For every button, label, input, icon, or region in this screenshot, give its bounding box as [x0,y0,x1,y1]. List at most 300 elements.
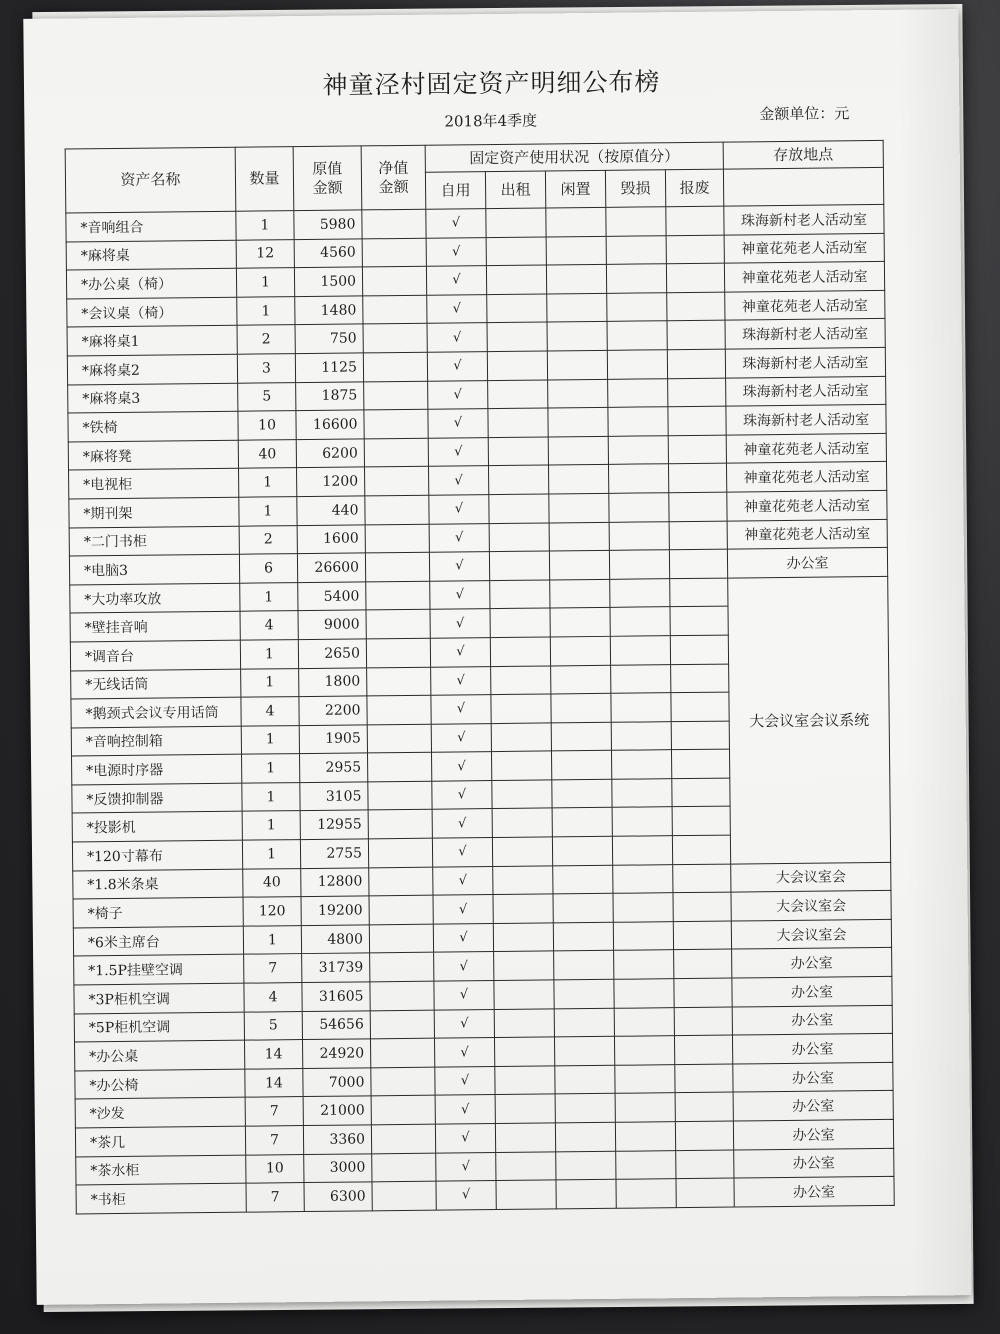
location-cell: 办公室 [734,1177,894,1207]
status-damaged-cell [612,836,672,865]
status-self-check: √ [427,352,487,381]
status-self-check: √ [429,523,489,552]
net-value-cell [370,953,434,982]
quantity-cell: 14 [245,1040,303,1069]
status-rent-cell [491,694,551,723]
status-idle-cell [546,207,606,236]
net-value-cell [368,838,432,867]
quantity-cell: 14 [245,1068,303,1097]
quantity-cell: 4 [241,697,299,726]
net-value-cell [370,1010,434,1039]
status-rent-cell [492,808,552,837]
asset-name-cell: *1.5P挂壁空调 [74,955,244,985]
quantity-cell: 1 [236,211,294,240]
net-value-cell [367,752,431,781]
quantity-cell: 40 [243,868,301,897]
status-damaged-cell [610,636,670,665]
quantity-cell: 12 [236,239,294,268]
status-self-check: √ [426,209,486,238]
header-location-blank [723,167,883,206]
status-scrapped-cell [670,606,728,635]
asset-name-cell: *电视柜 [69,469,239,499]
status-rent-cell [488,380,548,409]
status-damaged-cell [615,1122,675,1151]
asset-table-body [66,204,894,1213]
asset-name-cell: *办公桌 [75,1040,245,1070]
status-scrapped-cell [671,692,729,721]
asset-name-cell: *调音台 [70,640,240,670]
status-scrapped-cell [666,206,724,235]
asset-name-cell: *麻将桌 [66,240,236,270]
status-idle-cell [548,407,608,436]
status-damaged-cell [616,1150,676,1179]
status-idle-cell [550,579,610,608]
original-value-cell: 31605 [302,982,370,1011]
status-rent-cell [490,637,550,666]
quantity-cell: 5 [238,382,296,411]
original-value-cell: 2755 [300,839,368,868]
net-value-cell [370,1038,434,1067]
status-self-check: √ [431,695,491,724]
header-location: 存放地点 [723,140,883,169]
location-cell: 神童花苑老人活动室 [725,290,885,320]
status-self-check: √ [430,580,490,609]
net-value-cell [371,1067,435,1096]
location-cell: 办公室 [734,1148,894,1178]
net-value-cell [363,295,427,324]
status-idle-cell [551,751,611,780]
status-self-check: √ [429,495,489,524]
asset-name-cell: *5P柜机空调 [74,1012,244,1042]
status-scrapped-cell [669,549,727,578]
header-status-self: 自用 [425,172,485,210]
status-scrapped-cell [675,1092,733,1121]
status-rent-cell [489,522,549,551]
status-rent-cell [488,437,548,466]
location-cell: 办公室 [733,1091,893,1121]
status-rent-cell [493,923,553,952]
status-idle-cell [547,350,607,379]
original-value-cell: 12955 [300,810,368,839]
net-value-cell [371,1096,435,1125]
status-rent-cell [494,1009,554,1038]
net-value-cell [366,638,430,667]
original-value-cell: 26600 [297,553,365,582]
status-scrapped-cell [674,1007,732,1036]
asset-name-cell: *麻将桌1 [67,326,237,356]
quantity-cell: 1 [242,811,300,840]
status-damaged-cell [606,264,666,293]
status-scrapped-cell [668,463,726,492]
quantity-cell: 1 [243,925,301,954]
status-damaged-cell [613,864,673,893]
status-self-check: √ [436,1152,496,1181]
location-cell: 神童花苑老人活动室 [724,262,884,292]
location-cell: 大会议室会 [731,919,891,949]
status-self-check: √ [431,666,491,695]
status-idle-cell [550,608,610,637]
status-scrapped-cell [666,235,724,264]
location-cell: 神童花苑老人活动室 [726,462,886,492]
asset-name-cell: *1.8米条桌 [73,869,243,899]
net-value-cell [365,552,429,581]
status-self-check: √ [427,323,487,352]
status-damaged-cell [610,607,670,636]
status-scrapped-cell [669,521,727,550]
status-rent-cell [491,665,551,694]
status-scrapped-cell [672,835,730,864]
net-value-cell [364,409,428,438]
original-value-cell: 6300 [304,1182,372,1211]
original-value-cell: 2955 [300,753,368,782]
quantity-cell: 1 [237,296,295,325]
location-cell: 办公室 [732,1034,892,1064]
location-cell: 神童花苑老人活动室 [727,519,887,549]
location-cell: 珠海新村老人活动室 [726,376,886,406]
quantity-cell: 1 [240,639,298,668]
status-damaged-cell [613,893,673,922]
original-value-cell: 9000 [298,610,366,639]
net-value-cell [366,581,430,610]
header-status-damaged: 毁损 [605,170,665,208]
quantity-cell: 1 [236,268,294,297]
original-value-cell: 440 [297,496,365,525]
header-name: 资产名称 [65,147,236,213]
quantity-cell: 1 [242,840,300,869]
status-scrapped-cell [671,664,729,693]
status-scrapped-cell [667,320,725,349]
location-cell: 办公室 [733,1119,893,1149]
status-self-check: √ [428,409,488,438]
asset-name-cell: *无线话筒 [71,669,241,699]
status-rent-cell [487,322,547,351]
status-idle-cell [555,1122,615,1151]
status-idle-cell [546,265,606,294]
status-damaged-cell [614,950,674,979]
quantity-cell: 1 [241,668,299,697]
header-net-value [361,145,426,210]
status-damaged-cell [616,1179,676,1208]
location-cell: 神童花苑老人活动室 [727,490,887,520]
quantity-cell: 1 [239,497,297,526]
status-idle-cell [552,808,612,837]
status-scrapped-cell [673,864,731,893]
status-rent-cell [492,837,552,866]
asset-table-wrap [65,140,895,1214]
quantity-cell: 1 [241,725,299,754]
location-cell: 办公室 [727,548,887,578]
original-value-cell: 3000 [304,1153,372,1182]
status-scrapped-cell [672,807,730,836]
asset-name-cell: *120寸幕布 [72,840,242,870]
asset-name-cell: *6米主席台 [73,926,243,956]
status-idle-cell [548,465,608,494]
header-status-scrapped: 报废 [665,169,723,207]
net-value-cell [362,238,426,267]
location-cell: 珠海新村老人活动室 [725,347,885,377]
status-damaged-cell [615,1093,675,1122]
quantity-cell: 1 [240,582,298,611]
status-idle-cell [548,436,608,465]
status-idle-cell [549,550,609,579]
net-value-cell [368,810,432,839]
status-idle-cell [554,979,614,1008]
quantity-cell: 2 [239,525,297,554]
status-self-check: √ [434,1009,494,1038]
status-self-check: √ [429,466,489,495]
location-cell: 神童花苑老人活动室 [724,233,884,263]
original-value-cell: 16600 [296,410,364,439]
net-value-cell [367,724,431,753]
quantity-cell: 7 [244,954,302,983]
quantity-cell: 6 [239,554,297,583]
asset-name-cell: *3P柜机空调 [74,983,244,1013]
status-scrapped-cell [673,892,731,921]
status-damaged-cell [608,464,668,493]
status-idle-cell [547,322,607,351]
status-rent-cell [489,494,549,523]
status-idle-cell [551,665,611,694]
header-orig-value [293,146,362,211]
status-scrapped-cell [667,292,725,321]
status-rent-cell [495,1066,555,1095]
location-cell: 神童花苑老人活动室 [726,433,886,463]
status-scrapped-cell [673,921,731,950]
original-value-cell: 7000 [303,1068,371,1097]
quantity-cell: 10 [246,1154,304,1183]
status-rent-cell [486,208,546,237]
status-damaged-cell [609,493,669,522]
original-value-cell: 1875 [296,381,364,410]
status-damaged-cell [609,521,669,550]
asset-name-cell: *音响组合 [66,211,236,241]
original-value-cell: 1500 [294,267,362,296]
status-self-check: √ [435,1066,495,1095]
header-orig-value-line1: 原值 [312,159,343,178]
status-idle-cell [555,1065,615,1094]
status-self-check: √ [434,1038,494,1067]
asset-name-cell: *麻将凳 [68,440,238,470]
net-value-cell [365,495,429,524]
status-rent-cell [490,580,550,609]
status-damaged-cell [606,207,666,236]
net-value-cell [369,924,433,953]
header-status-rent: 出租 [485,171,545,209]
status-damaged-cell [613,922,673,951]
status-rent-cell [493,894,553,923]
asset-name-cell: *二门书柜 [69,526,239,556]
status-rent-cell [492,780,552,809]
original-value-cell: 3105 [300,782,368,811]
net-value-cell [371,1124,435,1153]
original-value-cell: 6200 [296,439,364,468]
status-idle-cell [553,922,613,951]
status-damaged-cell [608,435,668,464]
status-self-check: √ [426,266,486,295]
unit-label: 金额单位：元 [759,104,850,124]
asset-name-cell: *茶几 [75,1126,245,1156]
asset-name-cell: *沙发 [75,1098,245,1128]
asset-name-cell: *鹅颈式会议专用话筒 [71,697,241,727]
status-scrapped-cell [668,406,726,435]
asset-table [65,140,895,1214]
status-damaged-cell [612,779,672,808]
status-idle-cell [547,293,607,322]
net-value-cell [363,324,427,353]
status-self-check: √ [436,1181,496,1210]
status-damaged-cell [615,1064,675,1093]
original-value-cell: 1600 [297,524,365,553]
status-idle-cell [551,693,611,722]
asset-name-cell: *电源时序器 [72,754,242,784]
status-damaged-cell [611,693,671,722]
location-cell: 办公室 [732,948,892,978]
original-value-cell: 2200 [299,696,367,725]
status-damaged-cell [606,235,666,264]
quantity-cell: 10 [238,411,296,440]
status-rent-cell [488,408,548,437]
header-net-value-line1: 净值 [378,158,409,177]
status-rent-cell [487,351,547,380]
net-value-cell [365,467,429,496]
status-idle-cell [555,1094,615,1123]
status-rent-cell [496,1180,556,1209]
quantity-cell: 1 [239,468,297,497]
header-status-idle: 闲置 [545,170,605,208]
status-damaged-cell [614,1007,674,1036]
net-value-cell [363,352,427,381]
status-damaged-cell [609,550,669,579]
status-idle-cell [548,379,608,408]
asset-name-cell: *反馈抑制器 [72,783,242,813]
status-rent-cell [487,294,547,323]
location-cell: 办公室 [732,1005,892,1035]
net-value-cell [364,438,428,467]
original-value-cell: 1480 [295,296,363,325]
status-damaged-cell [611,721,671,750]
original-value-cell: 750 [295,324,363,353]
original-value-cell: 4560 [294,238,362,267]
net-value-cell [369,895,433,924]
status-scrapped-cell [676,1178,734,1207]
status-rent-cell [493,866,553,895]
net-value-cell [367,667,431,696]
status-rent-cell [494,1037,554,1066]
net-value-cell [368,781,432,810]
net-value-cell [372,1181,436,1210]
status-self-check: √ [430,609,490,638]
status-rent-cell [495,1094,555,1123]
status-scrapped-cell [672,778,730,807]
status-damaged-cell [611,750,671,779]
quantity-cell: 40 [238,439,296,468]
asset-name-cell: *麻将桌2 [67,354,237,384]
net-value-cell [362,209,426,238]
status-scrapped-cell [675,1064,733,1093]
asset-name-cell: *办公椅 [75,1069,245,1099]
status-rent-cell [491,723,551,752]
original-value-cell: 5400 [298,582,366,611]
status-damaged-cell [612,807,672,836]
status-idle-cell [554,1037,614,1066]
original-value-cell: 31739 [302,953,370,982]
status-scrapped-cell [666,263,724,292]
status-idle-cell [550,636,610,665]
status-rent-cell [490,608,550,637]
asset-name-cell: *期刊架 [69,497,239,527]
asset-name-cell: *椅子 [73,897,243,927]
period-label: 2018年4季度 [444,111,538,131]
status-idle-cell [556,1151,616,1180]
status-self-check: √ [433,866,493,895]
status-self-check: √ [432,838,492,867]
status-rent-cell [494,980,554,1009]
status-scrapped-cell [674,950,732,979]
status-idle-cell [553,894,613,923]
status-scrapped-cell [667,349,725,378]
status-self-check: √ [432,809,492,838]
location-cell: 珠海新村老人活动室 [726,405,886,435]
asset-name-cell: *麻将桌3 [68,383,238,413]
header-net-value-line2: 金额 [378,177,409,196]
original-value-cell: 1905 [299,725,367,754]
paper-sheet [23,9,971,1305]
status-rent-cell [494,951,554,980]
location-cell: 珠海新村老人活动室 [725,319,885,349]
status-scrapped-cell [668,435,726,464]
net-value-cell [369,867,433,896]
status-idle-cell [546,236,606,265]
quantity-cell: 7 [246,1183,304,1212]
asset-name-cell: *电脑3 [69,554,239,584]
status-self-check: √ [433,923,493,952]
status-rent-cell [496,1152,556,1181]
status-scrapped-cell [674,1035,732,1064]
location-cell: 办公室 [732,976,892,1006]
quantity-cell: 7 [245,1097,303,1126]
asset-name-cell: *铁椅 [68,411,238,441]
location-cell: 大会议室会 [731,862,891,892]
status-self-check: √ [435,1095,495,1124]
quantity-cell: 4 [240,611,298,640]
status-scrapped-cell [671,749,729,778]
original-value-cell: 19200 [301,896,369,925]
status-idle-cell [552,779,612,808]
original-value-cell: 24920 [302,1039,370,1068]
status-damaged-cell [614,1036,674,1065]
asset-name-cell: *壁挂音响 [70,612,240,642]
status-scrapped-cell [669,492,727,521]
status-idle-cell [554,951,614,980]
location-cell: 办公室 [733,1062,893,1092]
asset-name-cell: *会议桌（椅） [67,297,237,327]
quantity-cell: 1 [242,782,300,811]
status-self-check: √ [433,895,493,924]
original-value-cell: 2650 [298,639,366,668]
status-scrapped-cell [671,721,729,750]
status-damaged-cell [610,578,670,607]
location-cell: 大会议室会 [731,891,891,921]
status-rent-cell [488,465,548,494]
status-self-check: √ [429,552,489,581]
status-damaged-cell [607,350,667,379]
quantity-cell: 120 [243,897,301,926]
status-scrapped-cell [675,1121,733,1150]
status-rent-cell [489,551,549,580]
quantity-cell: 4 [244,983,302,1012]
quantity-cell: 5 [244,1011,302,1040]
status-rent-cell [486,237,546,266]
